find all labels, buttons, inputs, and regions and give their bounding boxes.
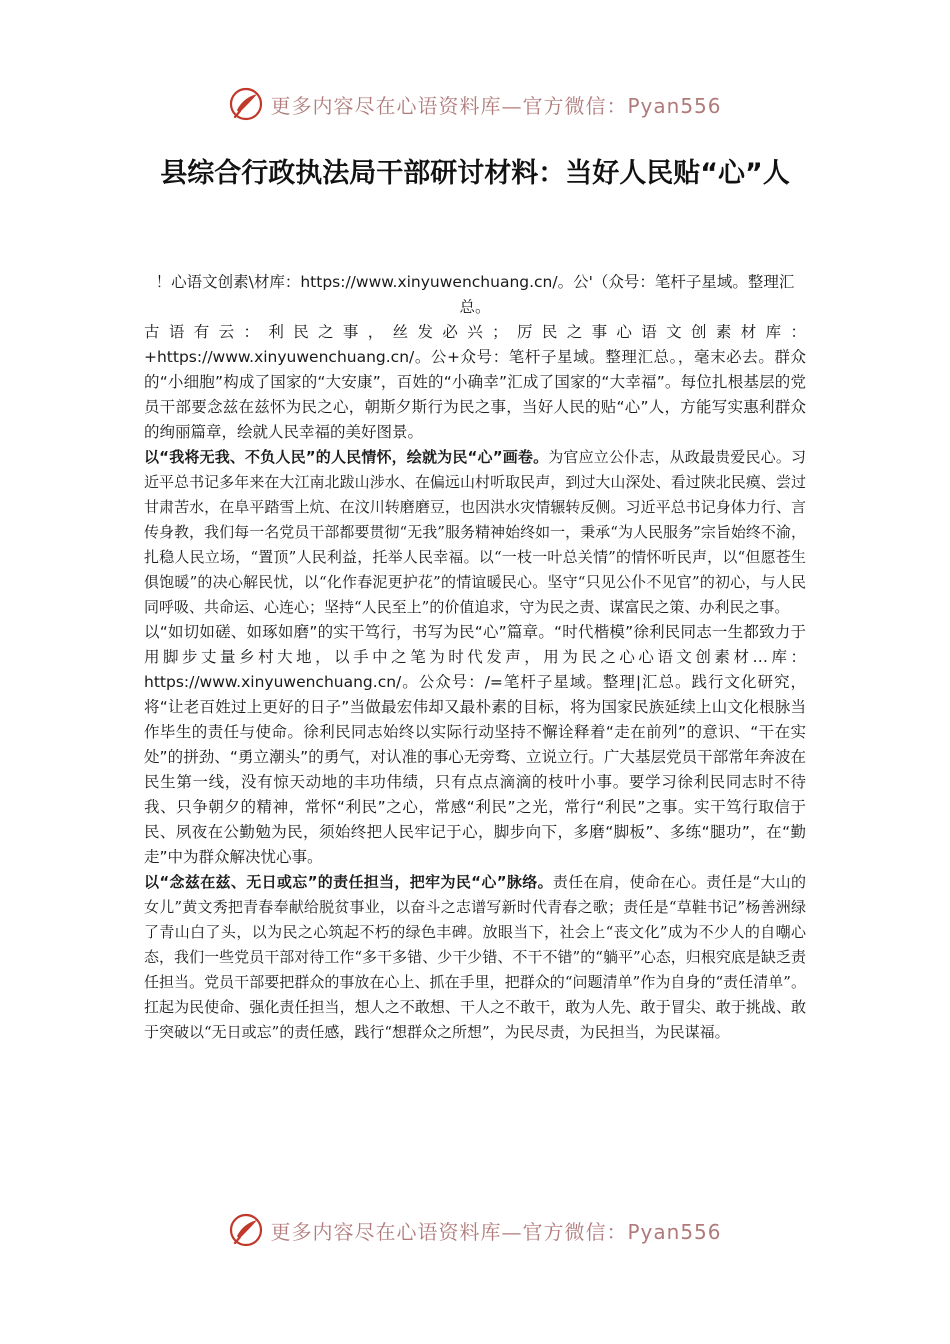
wechat-id: Pyan556 <box>627 1219 722 1244</box>
banner-text: 更多内容尽在心语资料库—官方微信：Pyan556 <box>270 93 722 118</box>
section-3-heading: 以“念兹在兹、无日或忘”的责任担当，把牢为民“心”脉络。 <box>144 873 553 891</box>
section-1-heading: 以“我将无我、不负人民”的人民情怀，绘就为民“心”画卷。 <box>144 448 549 466</box>
document-title: 县综合行政执法局干部研讨材料：当好人民贴“心”人 <box>160 158 790 189</box>
paragraph-section-1 <box>144 445 806 620</box>
paragraph-section-3 <box>144 870 806 1045</box>
header-banner <box>0 84 950 124</box>
paragraph-source-note: ！心语文创素\材库：https://www.xinyuwenchuang.cn/。公'（众号：笔杆子星域。整理汇总。 <box>155 273 795 316</box>
wechat-id: Pyan556 <box>627 93 722 118</box>
paragraph-section-2: 以“如切如磋、如琢如磨”的实干笃行，书写为民“心”篇章。“时代楷模”徐利民同志一生都致力于用脚步丈量乡村大地，以手中之笔为时代发声，用为民之心心语文创素材…库：https://www.xinyuwenchuang.cn/。公众号：/=笔杆子星域。整理|汇总。践行文化研究，将“让老百姓过上更好的日子”当做最宏伟却又最朴素的目标，将为国家民族延续上山文化根脉当作毕生的责任与使命。徐利民同志始终以实际行动坚持不懈诠释着“走在前列”的意识、“干在实处”的拼劲、“勇立潮头”的勇气，对认准的事心无旁骛、立说立行。广大基层党员干部常年奔波在民生第一线，没有惊天动地的丰功伟绩，只有点点滴滴的枝叶小事。要学习徐利民同志时不待我、只争朝夕的精神，常怀“利民”之心，常感“利民”之光，常行“利民”之事。实干笃行取信于民、夙夜在公勤勉为民，须始终把人民牢记于心，脚步向下，多磨“脚板”、多练“腿功”，在“勤走”中为群众解决忧心事。 <box>144 623 806 866</box>
paragraph-intro: 古语有云：利民之事，丝发必兴；厉民之事心语文创素材库：+https://www.xinyuwenchuang.cn/。公+众号：笔杆子星域。整理汇总。，毫末必去。群众的“小细胞”构成了国家的“大安康”，百姓的“小确幸”汇成了国家的“大幸福”。每位扎根基层的党员干部要念兹在兹怀为民之心，朝斯夕斯行为民之事，当好人民的贴“心”人，方能写实惠利群众的绚丽篇章，绘就人民幸福的美好图景。 <box>144 323 806 441</box>
section-3-text: 责任在肩，使命在心。责任是“大山的女儿”黄文秀把青春奉献给脱贫事业，以奋斗之志谱写新时代青春之歌；责任是“草鞋书记”杨善洲绿了青山白了头，以为民之心筑起不朽的绿色丰碑。放眼当下，社会上“丧文化”成为不少人的自嘲心态，我们一些党员干部对待工作“多干多错、少干少错、不干不错”的“躺平”心态，归根究底是缺乏责任担当。党员干部要把群众的事放在心上、抓在手里，把群众的“问题清单”作为自身的“责任清单”。扛起为民使命、强化责任担当，想人之不敢想、干人之不敢干，敢为人先、敢于冒尖、敢于挑战、敢于突破以“无日或忘”的责任感，践行“想群众之所想”，为民尽责，为民担当，为民谋福。 <box>144 873 807 1041</box>
logo-icon <box>228 86 264 122</box>
logo-icon <box>228 1212 264 1248</box>
document-body <box>144 270 806 1045</box>
banner-text: 更多内容尽在心语资料库—官方微信：Pyan556 <box>270 1219 722 1244</box>
footer-banner <box>0 1210 950 1250</box>
section-1-text: 为官应立公仆志，从政最贵爱民心。习近平总书记多年来在大江南北跋山涉水、在偏远山村听取民声，到过大山深处、看过陕北民瘼、尝过甘肃苦水，在阜平踏雪上炕、在汶川转磨磨豆，也因洪水灾情辗转反侧。习近平总书记身体力行、言传身教，我们每一名党员干部都要贯彻“无我”服务精神始终如一，秉承“为人民服务”宗旨始终不渝，扎稳人民立场，“置顶”人民利益，托举人民幸福。以“一枝一叶总关情”的情怀听民声，以“但愿苍生俱饱暖”的决心解民忧，以“化作春泥更护花”的情谊暖民心。坚守“只见公仆不见官”的初心，与人民同呼吸、共命运、心连心；坚持“人民至上”的价值追求，守为民之责、谋富民之策、办利民之事。 <box>144 448 806 616</box>
